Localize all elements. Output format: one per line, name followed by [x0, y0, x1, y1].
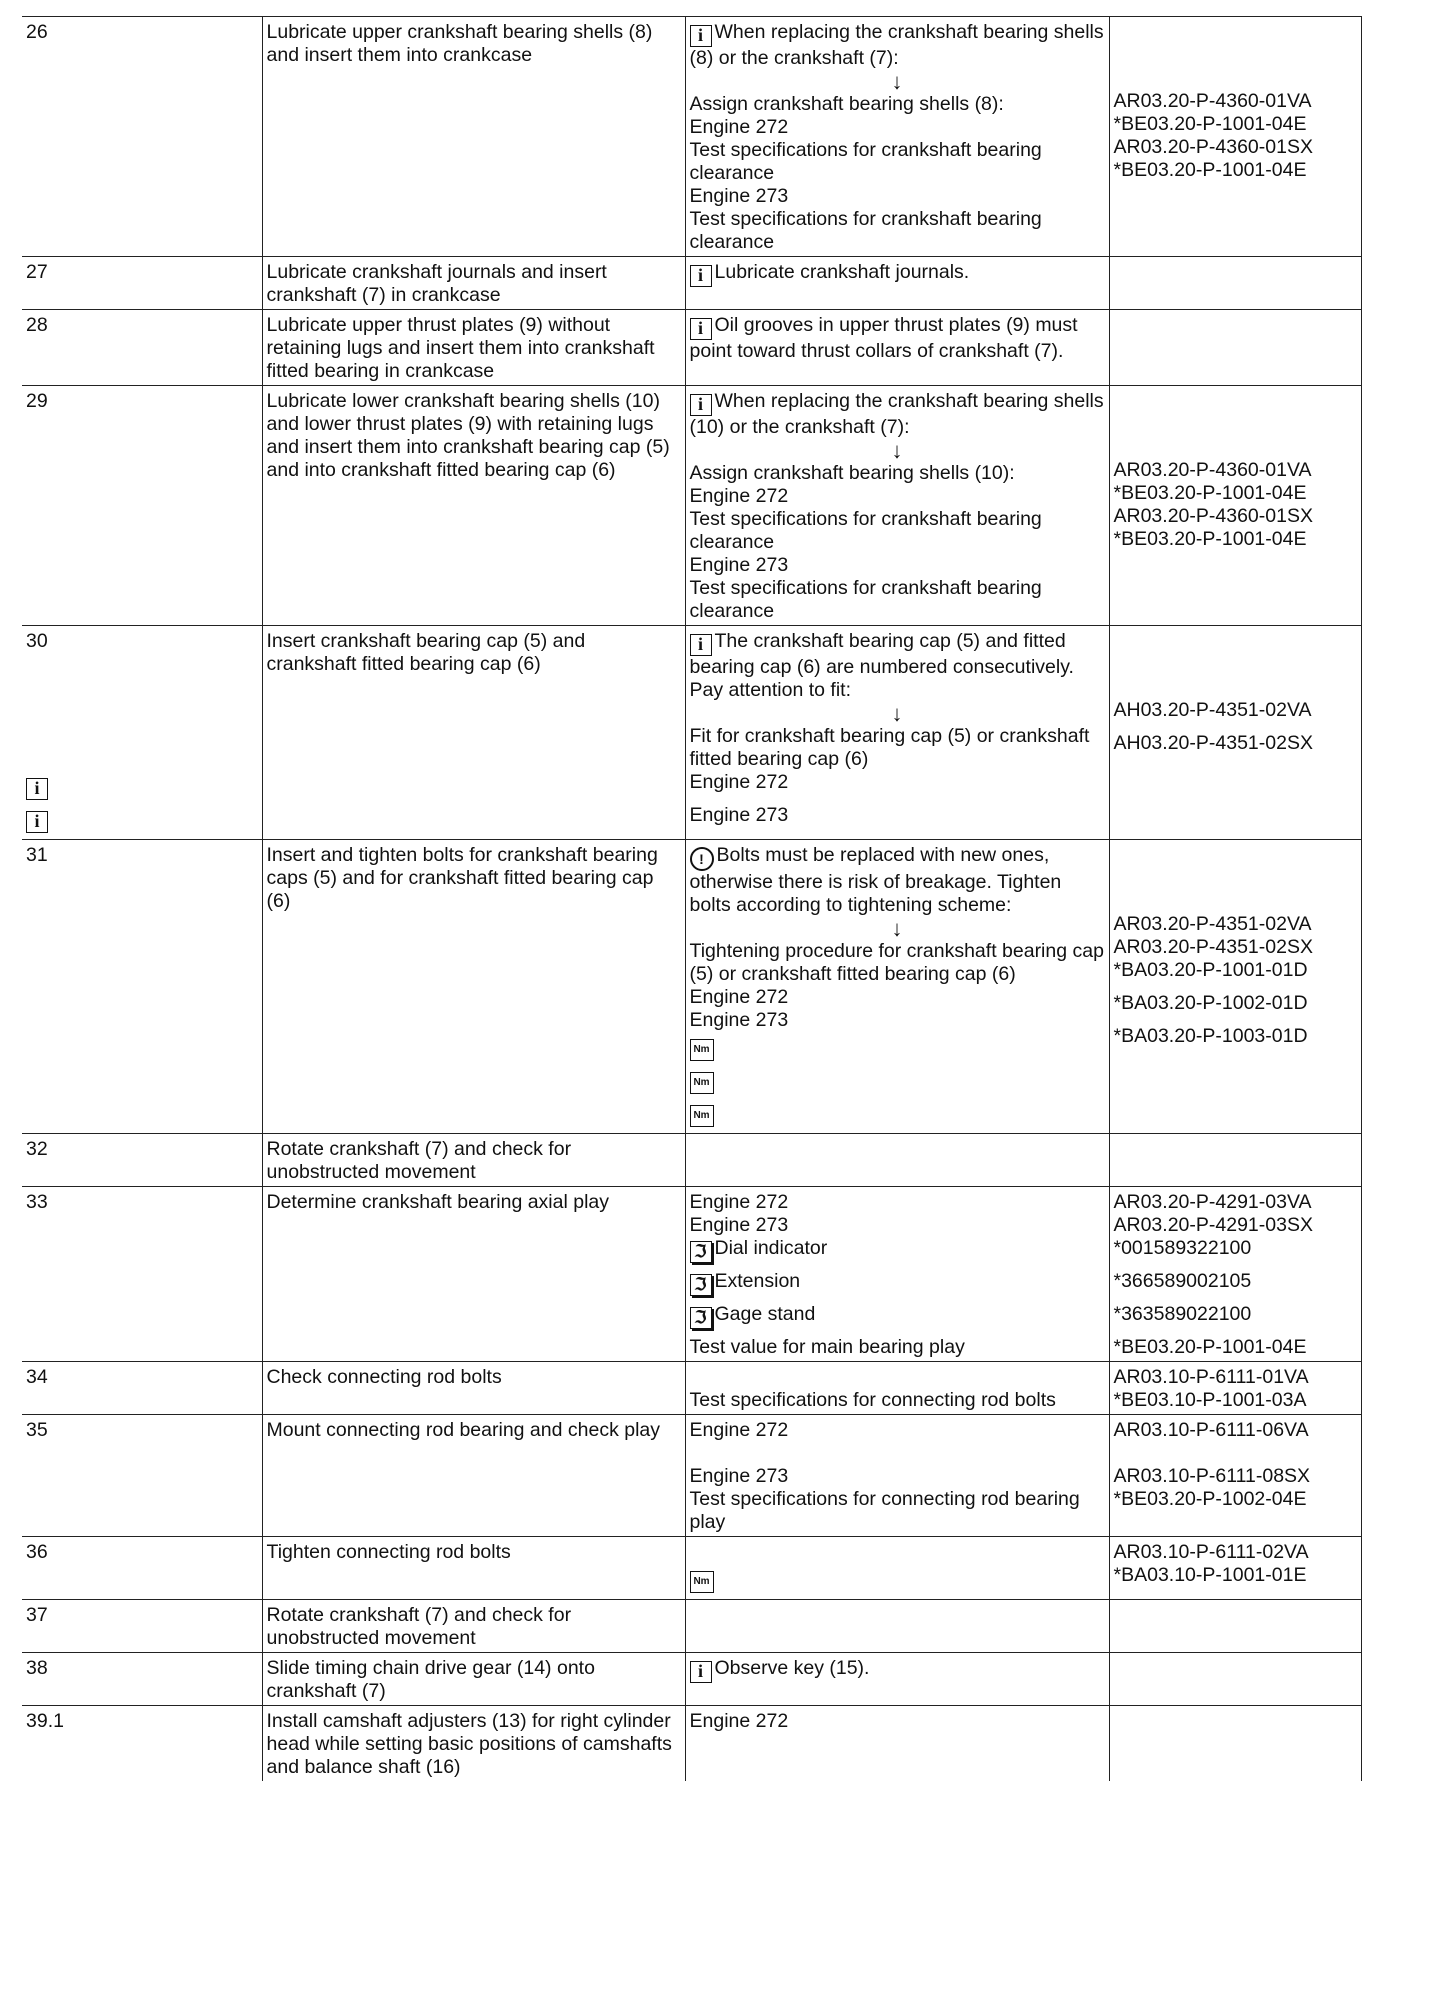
note-line: [690, 1465, 1105, 1488]
reference-cell: [1109, 17, 1361, 257]
torque-nm-icon: Nm: [690, 1105, 714, 1127]
action-text: Lubricate upper crankshaft bearing shells (8) and insert them into crankcase: [266, 21, 653, 66]
note-line: [690, 462, 1105, 485]
info-icon: i: [26, 811, 48, 833]
note-text: Engine 273: [689, 1465, 789, 1487]
note-line: [690, 1710, 1105, 1733]
info-icon: i: [690, 634, 712, 656]
step-cell: [22, 1706, 262, 1782]
step-cell: [22, 257, 262, 310]
note-line: [690, 261, 1105, 287]
info-icon: i: [690, 394, 712, 416]
action-text: Lubricate upper thrust plates (9) without retaining lugs and insert them into crankshaft fitted bearing in crankcase: [266, 314, 655, 382]
reference-line: [1114, 959, 1357, 992]
torque-nm-icon: Nm: [690, 1072, 714, 1094]
action-text: Slide timing chain drive gear (14) onto crankshaft (7): [266, 1657, 595, 1702]
reference-cell: [1109, 1537, 1361, 1600]
note-text: Engine 273: [689, 804, 789, 826]
reference-code: AR03.20-P-4291-03SX: [1113, 1214, 1313, 1236]
action-cell: [262, 626, 685, 840]
table-row: [22, 386, 1361, 626]
reference-line: [1114, 653, 1357, 676]
note-text: Engine 272: [689, 485, 789, 507]
reference-line: [1114, 21, 1357, 44]
reference-code: *BE03.20-P-1001-04E: [1113, 482, 1307, 504]
reference-line: [1114, 1191, 1357, 1214]
notes-cell: [685, 1362, 1109, 1415]
info-icon: i: [690, 318, 712, 340]
reference-code: AR03.10-P-6111-08SX: [1113, 1465, 1311, 1487]
reference-line: [1114, 159, 1357, 182]
reference-line: [1114, 1465, 1357, 1488]
reference-line: [1114, 261, 1357, 284]
reference-line: [1114, 1419, 1357, 1442]
action-cell: [262, 840, 685, 1134]
notes-cell: [685, 626, 1109, 840]
reference-line: [1114, 1303, 1357, 1336]
action-cell: [262, 386, 685, 626]
action-cell: [262, 257, 685, 310]
step-cell: [22, 1600, 262, 1653]
action-text: Rotate crankshaft (7) and check for unobstructed movement: [266, 1604, 572, 1649]
note-text: Test specifications for connecting rod bolts: [689, 1389, 1056, 1411]
note-line: [690, 1389, 1105, 1412]
note-line: [690, 1442, 1105, 1465]
note-text: Test value for main bearing play: [689, 1336, 965, 1358]
note-text: Bolts must be replaced with new ones, otherwise there is risk of breakage. Tighten bolts according to tightening scheme:: [689, 844, 1062, 916]
step-number: 26: [26, 21, 48, 43]
note-line: [690, 116, 1105, 139]
action-cell: [262, 1653, 685, 1706]
note-line: [690, 1237, 1105, 1270]
reference-line: [1114, 699, 1357, 732]
note-line: [690, 630, 1105, 702]
note-text: Test specifications for crankshaft bearing clearance: [689, 208, 1042, 253]
reference-cell: [1109, 626, 1361, 840]
arrow-down-icon: ↓: [891, 438, 903, 463]
reference-line: [1114, 676, 1357, 699]
note-text: Fit for crankshaft bearing cap (5) or crankshaft fitted bearing cap (6): [689, 725, 1090, 770]
reference-code: *BE03.20-P-1002-04E: [1113, 1488, 1307, 1510]
step-number: 31: [26, 844, 48, 866]
note-line: [690, 185, 1105, 208]
step-cell: [22, 1134, 262, 1187]
reference-line: [1114, 890, 1357, 913]
action-text: Lubricate lower crankshaft bearing shells (10) and lower thrust plates (9) with retaining lugs and insert them into crankshaft bearing cap (5) and into crankshaft fitted bearing cap (6): [266, 390, 670, 481]
reference-code: AR03.20-P-4360-01VA: [1113, 459, 1312, 481]
reference-line: [1114, 992, 1357, 1025]
reference-line: [1114, 67, 1357, 90]
arrow-down-icon: ↓: [891, 701, 903, 726]
note-line: [690, 1009, 1105, 1032]
note-line: [690, 1657, 1105, 1683]
reference-line: [1114, 1564, 1357, 1597]
note-line: [690, 93, 1105, 116]
table-row: [22, 1706, 1361, 1782]
reference-line: [1114, 1366, 1357, 1389]
note-text: Test specifications for crankshaft bearing clearance: [689, 508, 1042, 553]
reference-cell: [1109, 310, 1361, 386]
reference-line: [1114, 1214, 1357, 1237]
action-text: Mount connecting rod bearing and check play: [266, 1419, 661, 1441]
reference-line: [1114, 732, 1357, 765]
notes-cell: [685, 1600, 1109, 1653]
step-number: 38: [26, 1657, 48, 1679]
notes-cell: [685, 1653, 1109, 1706]
note-line: [690, 771, 1105, 804]
step-number: 36: [26, 1541, 48, 1563]
action-text: Install camshaft adjusters (13) for right cylinder head while setting basic positions of camshafts and balance shaft (16): [266, 1710, 672, 1778]
action-text: Insert and tighten bolts for crankshaft bearing caps (5) and for crankshaft fitted bearing cap (6): [266, 844, 658, 912]
step-cell: [22, 386, 262, 626]
reference-line: [1114, 505, 1357, 528]
note-text: Tightening procedure for crankshaft bearing cap (5) or crankshaft fitted bearing cap (6): [689, 940, 1104, 985]
note-line: [690, 21, 1105, 70]
step-number: 35: [26, 1419, 48, 1441]
step-number: 39.1: [26, 1710, 64, 1732]
note-line: [690, 1336, 1105, 1359]
reference-line: [1114, 314, 1357, 337]
reference-code: AR03.20-P-4351-02VA: [1113, 913, 1312, 935]
action-text: Rotate crankshaft (7) and check for unobstructed movement: [266, 1138, 572, 1183]
note-line: [690, 1419, 1105, 1442]
note-text: Assign crankshaft bearing shells (8):: [689, 93, 1004, 115]
note-text: Extension: [714, 1270, 801, 1292]
step-cell: [22, 1362, 262, 1415]
note-line: [690, 1191, 1105, 1214]
reference-code: *BE03.20-P-1001-04E: [1113, 113, 1307, 135]
step-number: 37: [26, 1604, 48, 1626]
info-icon: i: [690, 25, 712, 47]
reference-line: [1114, 867, 1357, 890]
action-text: Tighten connecting rod bolts: [266, 1541, 511, 1563]
note-line: [690, 208, 1105, 254]
reference-cell: [1109, 1706, 1361, 1782]
note-line: [690, 1488, 1105, 1534]
reference-code: AR03.10-P-6111-02VA: [1113, 1541, 1309, 1563]
warning-risk-icon: !: [690, 847, 714, 871]
step-cell: [22, 1537, 262, 1600]
reference-code: *363589022100: [1113, 1303, 1252, 1325]
note-line: [690, 1564, 1105, 1597]
notes-cell: [685, 1134, 1109, 1187]
action-text: Insert crankshaft bearing cap (5) and crankshaft fitted bearing cap (6): [266, 630, 586, 675]
notes-cell: [685, 1187, 1109, 1362]
reference-code: *366589002105: [1113, 1270, 1252, 1292]
notes-cell: [685, 840, 1109, 1134]
step-cell: [22, 310, 262, 386]
reference-code: AR03.20-P-4351-02SX: [1113, 936, 1313, 958]
step-cell: [22, 1415, 262, 1537]
note-text: Lubricate crankshaft journals.: [714, 261, 970, 283]
note-text: Engine 272: [689, 116, 789, 138]
note-text: Engine 272: [689, 1419, 789, 1441]
info-icon: i: [690, 265, 712, 287]
note-line: [690, 390, 1105, 439]
step-cell: [22, 17, 262, 257]
step-number: 34: [26, 1366, 48, 1388]
reference-cell: [1109, 1187, 1361, 1362]
note-line: [690, 554, 1105, 577]
reference-code: *BA03.20-P-1003-01D: [1113, 1025, 1308, 1047]
action-cell: [262, 1134, 685, 1187]
reference-code: *BA03.10-P-1001-01E: [1113, 1564, 1307, 1586]
note-line: [690, 804, 1105, 837]
action-cell: [262, 310, 685, 386]
reference-code: AR03.20-P-4360-01SX: [1113, 136, 1313, 158]
table-row: [22, 1600, 1361, 1653]
note-text: Gage stand: [714, 1303, 816, 1325]
action-cell: [262, 1415, 685, 1537]
reference-line: [1114, 936, 1357, 959]
note-text: Test specifications for crankshaft bearing clearance: [689, 139, 1042, 184]
note-line: [690, 577, 1105, 623]
note-text: The crankshaft bearing cap (5) and fitted bearing cap (6) are numbered consecutively. Pay attention to fit:: [689, 630, 1074, 701]
note-text: Observe key (15).: [714, 1657, 870, 1679]
note-text: Engine 273: [689, 185, 789, 207]
reference-line: [1114, 630, 1357, 653]
notes-cell: [685, 310, 1109, 386]
reference-line: [1114, 113, 1357, 136]
note-text: When replacing the crankshaft bearing shells (8) or the crankshaft (7):: [689, 21, 1104, 69]
note-text: Engine 272: [689, 1191, 789, 1213]
note-text: Dial indicator: [714, 1237, 828, 1259]
note-line: [690, 1541, 1105, 1564]
reference-line: [1114, 1442, 1357, 1465]
reference-cell: [1109, 1134, 1361, 1187]
step-number: 27: [26, 261, 48, 283]
reference-code: *BA03.20-P-1002-01D: [1113, 992, 1308, 1014]
reference-line: [1114, 459, 1357, 482]
note-text: Test specifications for connecting rod bearing play: [689, 1488, 1080, 1533]
notes-cell: [685, 386, 1109, 626]
special-tool-icon: ℑ: [690, 1307, 712, 1329]
note-line: [690, 139, 1105, 185]
note-line: [690, 1366, 1105, 1389]
reference-line: [1114, 136, 1357, 159]
table-row: [22, 1653, 1361, 1706]
reference-code: AR03.20-P-4360-01VA: [1113, 90, 1312, 112]
reference-code: AR03.10-P-6111-06VA: [1113, 1419, 1309, 1441]
torque-nm-icon: Nm: [690, 1571, 714, 1593]
table-row: [22, 1362, 1361, 1415]
special-tool-icon: ℑ: [690, 1274, 712, 1296]
procedure-table-body: [22, 17, 1361, 1782]
note-line: [690, 986, 1105, 1009]
reference-code: AH03.20-P-4351-02VA: [1113, 699, 1312, 721]
info-icon: i: [26, 778, 48, 800]
procedure-table: [22, 16, 1362, 1781]
action-cell: [262, 1600, 685, 1653]
step-number: 28: [26, 314, 48, 336]
note-text: Oil grooves in upper thrust plates (9) must point toward thrust collars of crankshaft (7).: [689, 314, 1078, 362]
reference-line: [1114, 1488, 1357, 1511]
step-cell: [22, 1653, 262, 1706]
reference-line: [1114, 1541, 1357, 1564]
reference-line: [1114, 528, 1357, 551]
note-text: Engine 273: [689, 1009, 789, 1031]
table-row: [22, 1187, 1361, 1362]
action-cell: [262, 1706, 685, 1782]
action-text: Determine crankshaft bearing axial play: [266, 1191, 610, 1213]
reference-code: *001589322100: [1113, 1237, 1252, 1259]
note-text: Engine 272: [689, 771, 789, 793]
reference-line: [1114, 1237, 1357, 1270]
reference-line: [1114, 844, 1357, 867]
reference-line: [1114, 1336, 1357, 1359]
reference-line: [1114, 90, 1357, 113]
reference-line: [1114, 1389, 1357, 1412]
reference-code: AH03.20-P-4351-02SX: [1113, 732, 1313, 754]
note-text: Engine 273: [689, 554, 789, 576]
reference-cell: [1109, 840, 1361, 1134]
table-row: [22, 1415, 1361, 1537]
step-cell: [22, 1187, 262, 1362]
reference-line: [1114, 482, 1357, 505]
note-line: [690, 1065, 1105, 1098]
step-cell: [22, 840, 262, 1134]
torque-nm-icon: Nm: [690, 1039, 714, 1061]
step-number: 32: [26, 1138, 48, 1160]
reference-line: [1114, 1710, 1357, 1733]
note-text: When replacing the crankshaft bearing shells (10) or the crankshaft (7):: [689, 390, 1104, 438]
reference-code: AR03.20-P-4291-03VA: [1113, 1191, 1312, 1213]
reference-code: AR03.20-P-4360-01SX: [1113, 505, 1313, 527]
step-number: 33: [26, 1191, 48, 1213]
note-line: [690, 1303, 1105, 1336]
reference-line: [1114, 44, 1357, 67]
reference-cell: [1109, 257, 1361, 310]
reference-code: AR03.10-P-6111-01VA: [1113, 1366, 1309, 1388]
action-text: Check connecting rod bolts: [266, 1366, 502, 1388]
arrow-down-icon: ↓: [891, 69, 903, 94]
note-line: [690, 725, 1105, 771]
note-text: Engine 272: [689, 986, 789, 1008]
table-row: [22, 1134, 1361, 1187]
reference-cell: [1109, 1653, 1361, 1706]
action-text: Lubricate crankshaft journals and insert crankshaft (7) in crankcase: [266, 261, 607, 306]
step-number: 30: [26, 630, 48, 652]
notes-cell: [685, 17, 1109, 257]
notes-cell: [685, 1537, 1109, 1600]
note-line: [690, 485, 1105, 508]
table-row: [22, 626, 1361, 840]
table-row: [22, 257, 1361, 310]
action-cell: [262, 17, 685, 257]
note-line: [690, 1270, 1105, 1303]
reference-code: *BA03.20-P-1001-01D: [1113, 959, 1308, 981]
reference-line: [1114, 413, 1357, 436]
reference-code: *BE03.20-P-1001-04E: [1113, 159, 1307, 181]
reference-code: *BE03.20-P-1001-04E: [1113, 1336, 1307, 1358]
reference-line: [1114, 1025, 1357, 1058]
reference-code: *BE03.20-P-1001-04E: [1113, 528, 1307, 550]
note-line: [690, 1032, 1105, 1065]
reference-cell: [1109, 1362, 1361, 1415]
note-text: Engine 273: [689, 1214, 789, 1236]
note-text: Assign crankshaft bearing shells (10):: [689, 462, 1015, 484]
table-row: [22, 840, 1361, 1134]
reference-line: [1114, 390, 1357, 413]
info-icon: i: [690, 1661, 712, 1683]
table-row: [22, 310, 1361, 386]
reference-line: [1114, 1270, 1357, 1303]
reference-cell: [1109, 1600, 1361, 1653]
action-cell: [262, 1187, 685, 1362]
action-cell: [262, 1537, 685, 1600]
special-tool-icon: ℑ: [690, 1241, 712, 1263]
table-row: [22, 1537, 1361, 1600]
reference-line: [1114, 436, 1357, 459]
notes-cell: [685, 257, 1109, 310]
note-text: Test specifications for crankshaft bearing clearance: [689, 577, 1042, 622]
reference-cell: [1109, 386, 1361, 626]
note-line: [690, 940, 1105, 986]
action-cell: [262, 1362, 685, 1415]
table-row: [22, 17, 1361, 257]
note-text: Engine 272: [689, 1710, 789, 1732]
step-number: 29: [26, 390, 48, 412]
reference-line: [1114, 1657, 1357, 1680]
reference-code: *BE03.10-P-1001-03A: [1113, 1389, 1307, 1411]
arrow-down-icon: ↓: [891, 916, 903, 941]
note-line: [690, 844, 1105, 917]
reference-cell: [1109, 1415, 1361, 1537]
reference-line: [1114, 913, 1357, 936]
notes-cell: [685, 1415, 1109, 1537]
note-line: [690, 508, 1105, 554]
note-line: [690, 1098, 1105, 1131]
step-cell: [22, 626, 262, 840]
notes-cell: [685, 1706, 1109, 1782]
note-line: [690, 1214, 1105, 1237]
note-line: [690, 314, 1105, 363]
